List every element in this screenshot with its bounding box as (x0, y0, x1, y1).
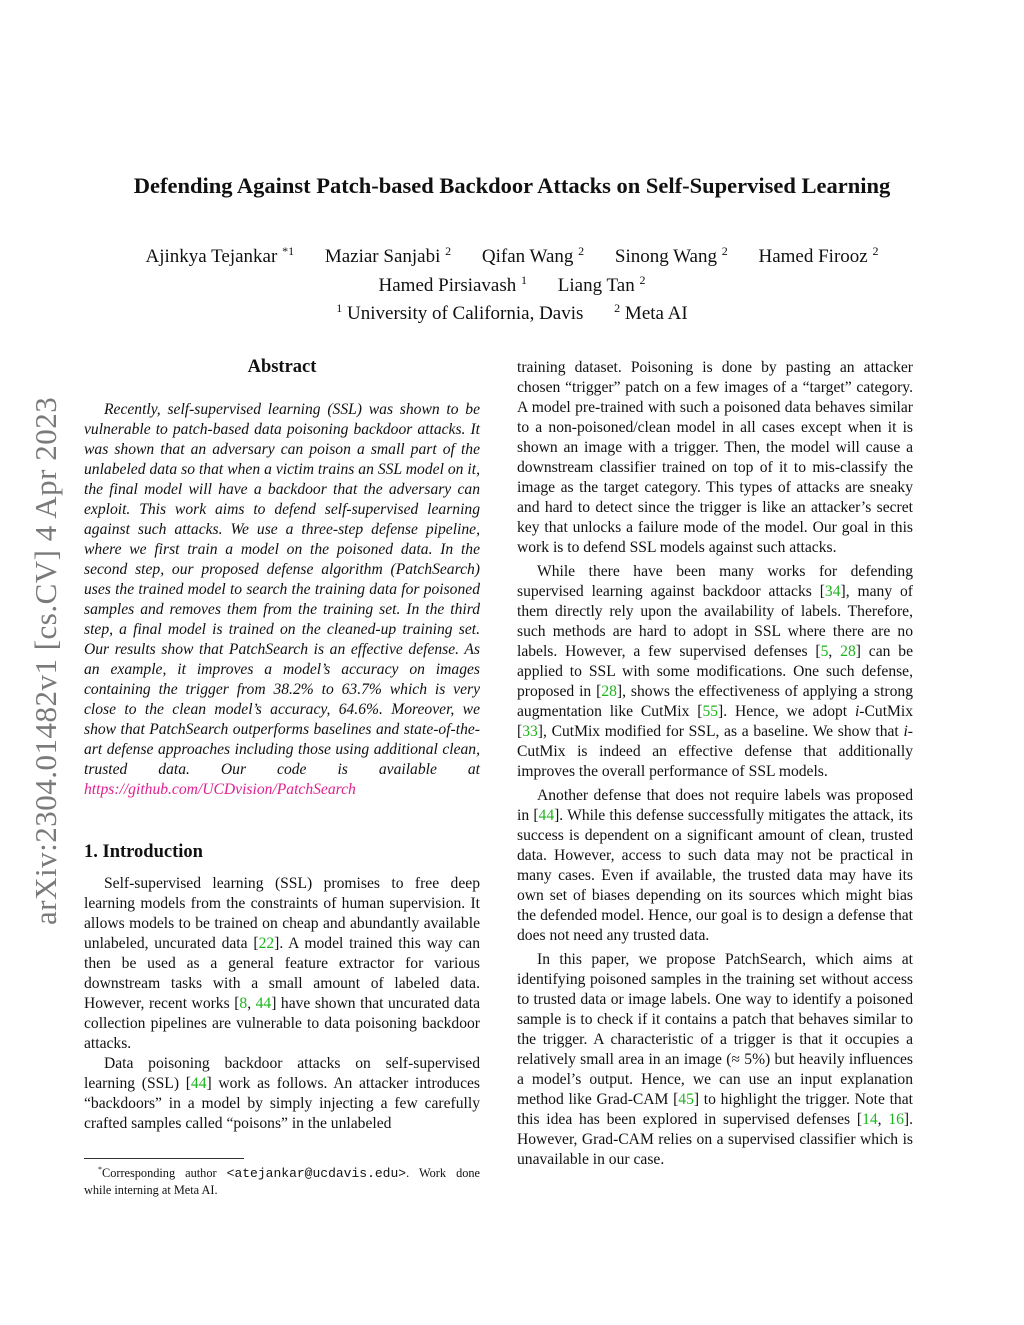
footnote-mark: * (98, 1165, 102, 1174)
affiliations (0, 297, 1024, 326)
author-mark: 2 (639, 272, 646, 287)
author-mark: 1 (521, 272, 528, 287)
arxiv-stamp: arXiv:2304.01482v1 [cs.CV] 4 Apr 2023 (28, 396, 63, 925)
author-block (0, 240, 1024, 326)
author (482, 246, 584, 267)
code-link[interactable]: https://github.com/UCDvision/PatchSearch (84, 781, 356, 798)
paragraph: training dataset. Poisoning is done by pasting an attacker chosen “trigger” patch on a few images of a “target” category. A model pre-trained with such a poisoned data behaves similar to a non-poisoned/clean model in all cases except when it is shown an image with a trigger. Then, the model will cause a downstream classifier trained on top of it to mis-classify the image as the target category. This types of attacks are sneaky and hard to detect since the trigger is like an attacker’s secret key that unlocks a failure mode of the model. Our goal in this work is to defend SSL models against such attacks. (517, 359, 913, 556)
citation[interactable]: 55 (702, 703, 719, 720)
author (759, 246, 879, 267)
left-column (84, 355, 480, 1134)
citation[interactable]: 5 (820, 643, 829, 660)
author-line-2 (0, 269, 1024, 298)
paragraph: Self-supervised learning (SSL) promises to free deep learning models from the constraints of human supervision. It allows models to be trained on cheap and abundantly available unlabeled, uncurated data [22]. A model trained this way can then be used as a general feature extractor for various downstream tasks with a small amount of labeled data. However, recent works [8, 44] have shown that uncurated data collection pipelines are vulnerable to data poisoning backdoor attacks. (84, 875, 480, 1052)
citation[interactable]: 44 (255, 995, 272, 1012)
citation[interactable]: 28 (601, 683, 617, 700)
affiliation-name: University of California, Davis (347, 303, 584, 324)
author-mark: 2 (721, 244, 728, 258)
author (615, 246, 728, 267)
affiliation (614, 303, 688, 324)
paragraph: Another defense that does not require labels was proposed in [44]. While this defense successfully mitigates the attack, its success is dependent on a significant amount of clean, trusted data. However, access to such data may not be practical in many cases. Even if available, the trusted data may have its own set of biases depending on its sources which might bias the defended model. Hence, our goal is to design a defense that does not need any trusted data. (517, 787, 913, 944)
author (325, 246, 451, 267)
paragraph: Data poisoning backdoor attacks on self-supervised learning (SSL) [44] work as follows. An attacker introduces “backdoors” in a model by simply injecting a few carefully crafted samples called “poisons” in the unlabeled (84, 1055, 480, 1132)
citation[interactable]: 34 (824, 583, 841, 600)
affiliation (336, 303, 583, 324)
author-name: Qifan Wang (481, 246, 574, 267)
author-mark: 2 (445, 244, 452, 258)
author-name: Maziar Sanjabi (324, 246, 441, 267)
footnote-email: <atejankar@ucdavis.edu> (226, 1166, 407, 1182)
footnote-rule (84, 1158, 244, 1159)
author (557, 272, 646, 296)
paragraph: While there have been many works for defending supervised learning against backdoor attacks [34], many of them directly rely upon the availability of labels. Therefore, such methods are hard to adopt in SSL where there are no labels. However, a few supervised defenses [5, 28] can be applied to SSL with some modifications. One such defense, proposed in [28], shows the effectiveness of applying a strong augmentation like CutMix [55]. Hence, we adopt i-CutMix [33], CutMix modified for SSL, as a baseline. We show that i-CutMix is indeed an effective defense that additionally improves the overall performance of SSL models. (517, 563, 914, 780)
abstract-text (84, 400, 480, 800)
author-name: Ajinkya Tejankar (145, 246, 278, 267)
footnote-suffix: . Work done while interning at Meta AI. (84, 1166, 481, 1198)
author (146, 246, 295, 267)
author (378, 272, 528, 296)
citation[interactable]: 22 (258, 935, 275, 952)
author-name: Liang Tan (557, 274, 635, 296)
author-mark: 2 (578, 244, 585, 258)
paragraph: In this paper, we propose PatchSearch, which aims at identifying poisoned samples in the training set without access to trusted data or image labels. One way to identify a poisoned sample is to check if it contains a patch that behaves similar to the trigger. A characteristic of a trigger is that it occupies a relatively small area in an image (≈ 5%) but heavily influences a model’s output. Hence, we can use an input explanation method like Grad-CAM [45] to highlight the trigger. Note that this idea has been explored in supervised defenses [14, 16]. However, Grad-CAM relies on a supervised classifier which is unavailable in our case. (517, 951, 914, 1168)
citation[interactable]: 8 (239, 995, 248, 1012)
citation[interactable]: 44 (538, 807, 555, 824)
affiliation-mark: 2 (614, 301, 621, 315)
right-column (517, 358, 913, 1170)
citation[interactable]: 14 (862, 1111, 878, 1128)
citation[interactable]: 28 (840, 643, 856, 660)
abstract-heading: Abstract (247, 357, 317, 377)
affiliation-name: Meta AI (624, 303, 688, 324)
footnote-prefix: Corresponding author (102, 1166, 227, 1181)
citation[interactable]: 33 (522, 723, 538, 740)
citation[interactable]: 16 (888, 1111, 904, 1128)
author-name: Hamed Pirsiavash (378, 274, 517, 296)
footnote (84, 1162, 480, 1198)
author-line-1 (0, 240, 1024, 269)
author-name: Sinong Wang (614, 246, 717, 267)
author-mark: *1 (282, 244, 295, 258)
citation[interactable]: 45 (678, 1091, 694, 1108)
section-heading-introduction: 1. Introduction (84, 842, 203, 862)
affiliation-mark: 1 (336, 301, 343, 315)
author-name: Hamed Firooz (758, 246, 868, 267)
abstract-body: Recently, self-supervised learning (SSL) was shown to be vulnerable to patch-based data poisoning backdoor attacks. It was shown that an adversary can poison a small part of the unlabeled data so that when a victim trains an SSL model on it, the final model will have a backdoor that the adversary can exploit. This work aims to defend self-supervised learning against such attacks. We use a three-step defense pipeline, where we first train a model on the poisoned data. In the second step, our proposed defense algorithm (PatchSearch) uses the trained model to search the training data for poisoned samples and removes them from the training set. In the third step, a final model is trained on the cleaned-up training set. Our results show that PatchSearch is an effective defense. As an example, it improves a model’s accuracy on images containing the trigger from 38.2% to 63.7% which is very close to the clean model’s accuracy, 64.6%. Moreover, we show that PatchSearch outperforms baselines and state-of-the-art defense approaches including those using additional clean, trusted data. Our code is available at (84, 401, 480, 778)
citation[interactable]: 44 (190, 1075, 207, 1092)
author-mark: 2 (872, 244, 879, 258)
paper-title: Defending Against Patch-based Backdoor Attacks on Self-Supervised Learning (133, 173, 891, 198)
